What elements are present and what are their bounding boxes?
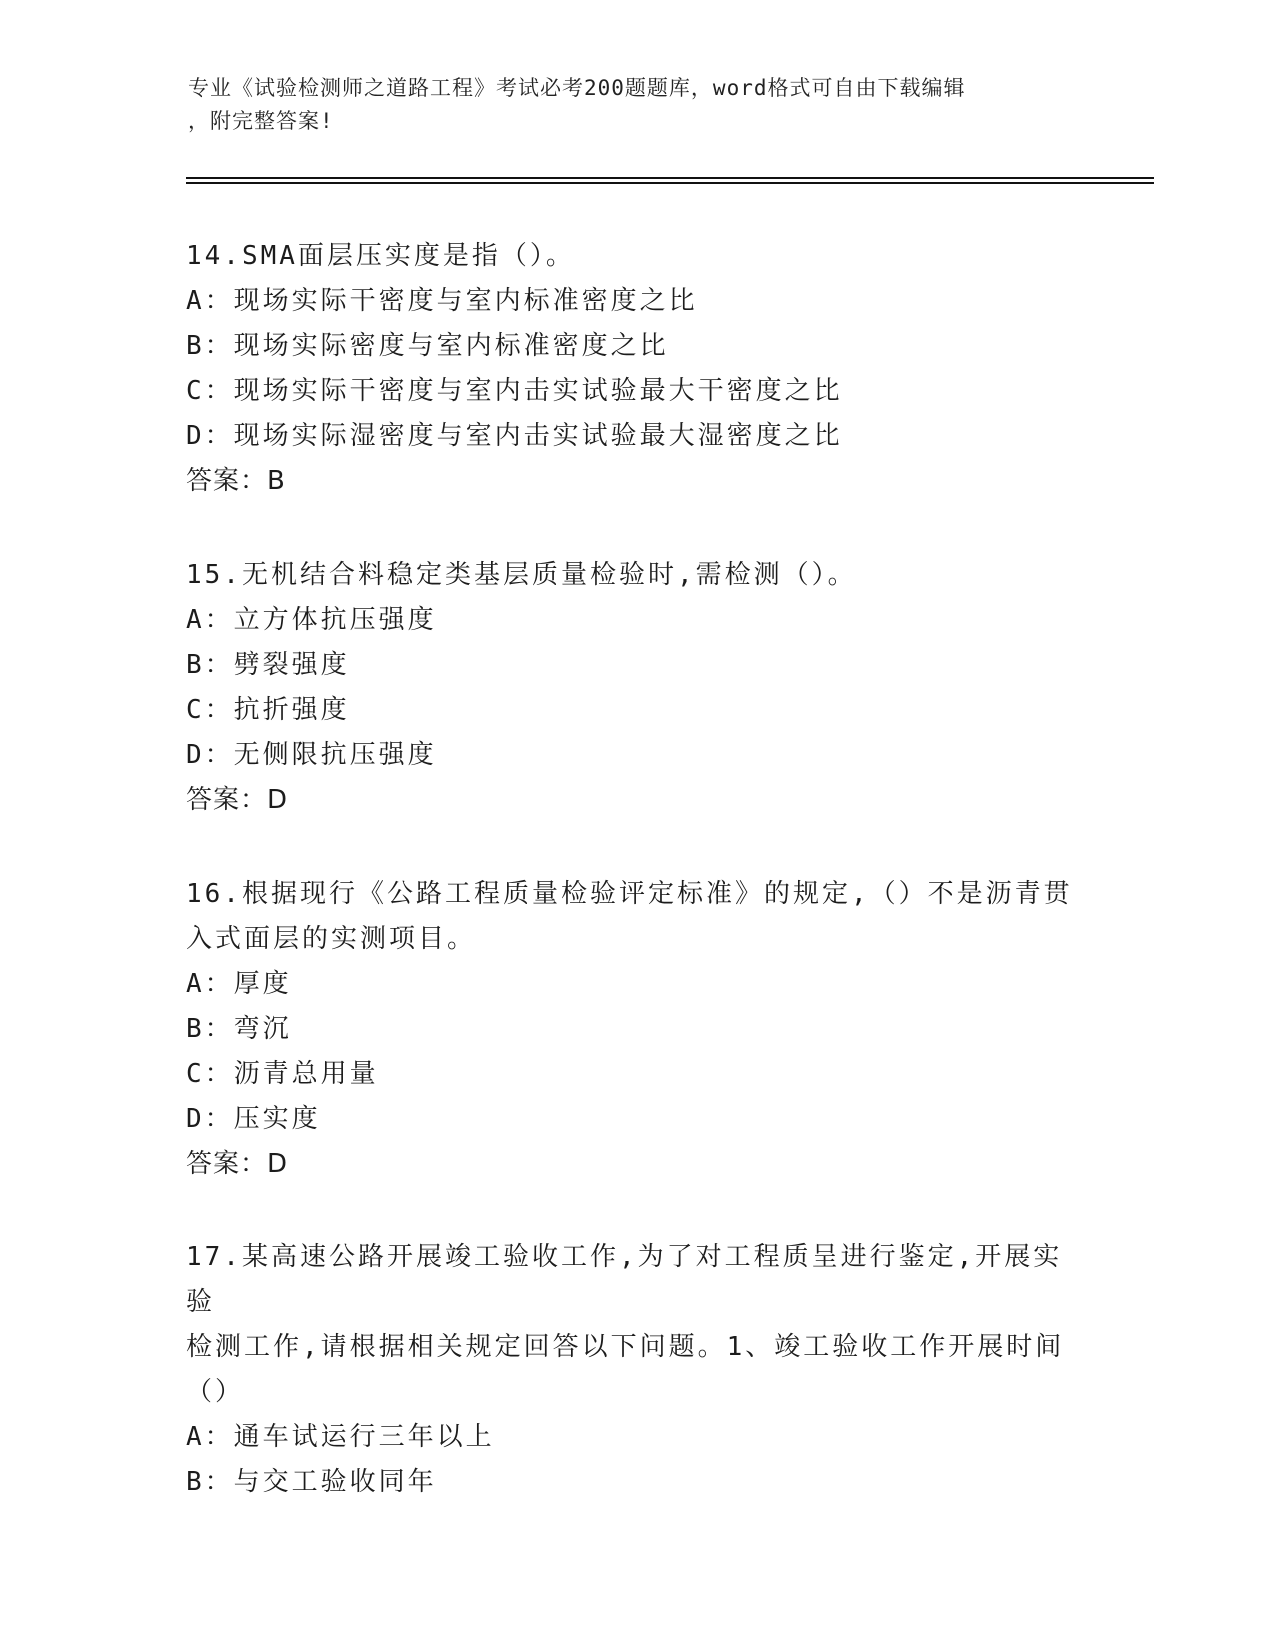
header-line-1: 专业《试验检测师之道路工程》考试必考200题题库，word格式可自由下载编辑 bbox=[188, 76, 966, 100]
option-d: D：压实度 bbox=[186, 1104, 321, 1134]
question-stem-line-2: 入式面层的实测项目。 bbox=[186, 924, 477, 954]
option-a: A：厚度 bbox=[186, 969, 292, 999]
option-d: D：现场实际湿密度与室内击实试验最大湿密度之比 bbox=[186, 421, 843, 451]
option-a: A：通车试运行三年以上 bbox=[186, 1422, 495, 1452]
question-stem-line-3: （） bbox=[186, 1377, 245, 1407]
option-a: A：立方体抗压强度 bbox=[186, 605, 437, 635]
question-15 bbox=[186, 553, 1086, 823]
option-b: B：现场实际密度与室内标准密度之比 bbox=[186, 331, 669, 361]
header-line-2: ，附完整答案! bbox=[188, 109, 334, 133]
document-header bbox=[188, 72, 1068, 138]
question-stem: 14.SMA面层压实度是指（）。 bbox=[186, 241, 575, 271]
question-stem-line-1: 16.根据现行《公路工程质量检验评定标准》的规定,（）不是沥青贯 bbox=[186, 879, 1073, 909]
option-a: A：现场实际干密度与室内标准密度之比 bbox=[186, 286, 698, 316]
answer: 答案：D bbox=[186, 1149, 289, 1179]
question-stem-line-1: 17.某高速公路开展竣工验收工作,为了对工程质呈进行鉴定,开展实验 bbox=[186, 1242, 1063, 1317]
answer: 答案：D bbox=[186, 785, 289, 815]
question-stem: 15.无机结合料稳定类基层质量检验时,需检测（）。 bbox=[186, 560, 857, 590]
option-b: B：与交工验收同年 bbox=[186, 1467, 437, 1497]
option-b: B：劈裂强度 bbox=[186, 650, 350, 680]
question-14 bbox=[186, 234, 1086, 504]
option-c: C：抗折强度 bbox=[186, 695, 350, 725]
answer: 答案：B bbox=[186, 466, 286, 496]
question-17 bbox=[186, 1235, 1086, 1505]
header-divider-bottom bbox=[186, 182, 1154, 184]
option-c: C：沥青总用量 bbox=[186, 1059, 379, 1089]
header-divider-top bbox=[186, 177, 1154, 179]
option-b: B：弯沉 bbox=[186, 1014, 292, 1044]
question-stem-line-2: 检测工作,请根据相关规定回答以下问题。1、竣工验收工作开展时间 bbox=[186, 1332, 1065, 1362]
option-d: D：无侧限抗压强度 bbox=[186, 740, 437, 770]
question-16 bbox=[186, 872, 1086, 1187]
option-c: C：现场实际干密度与室内击实试验最大干密度之比 bbox=[186, 376, 843, 406]
